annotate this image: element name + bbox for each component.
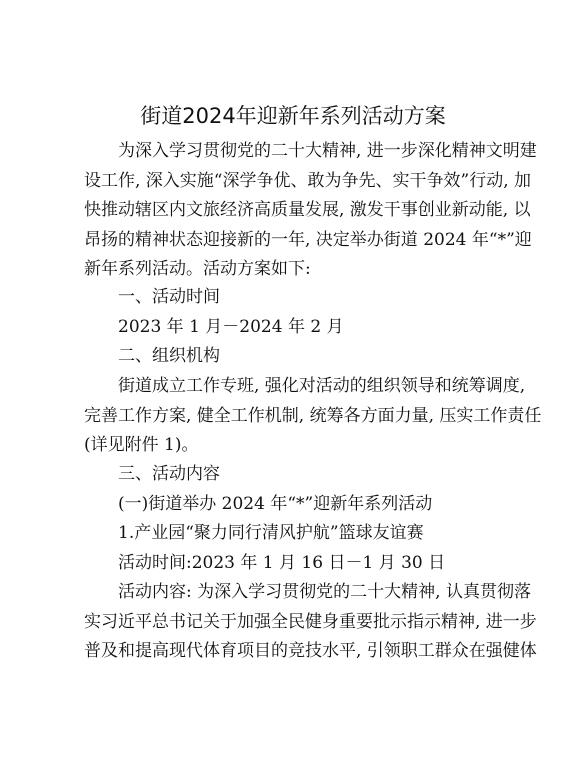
document-title: 街道2024年迎新年系列活动方案	[140, 104, 446, 128]
sub1-heading: (一)街道举办 2024 年“*”迎新年系列活动	[118, 494, 433, 514]
intro-line-3: 快推动辖区内文旅经济高质量发展, 激发干事创业新动能, 以	[84, 200, 531, 220]
section3-heading: 三、活动内容	[118, 464, 220, 484]
section2-line-2: 完善工作方案, 健全工作机制, 统筹各方面力量, 压实工作责任	[84, 406, 542, 426]
section2-heading: 二、组织机构	[118, 346, 220, 366]
item1-content-line-2: 实习近平总书记关于加强全民健身重要批示指示精神, 进一步	[84, 612, 537, 632]
intro-line-4: 昂扬的精神状态迎接新的一年, 决定举办街道 2024 年“*”迎	[84, 230, 532, 250]
item1-content-line-3: 普及和提高现代体育项目的竞技水平, 引领职工群众在强健体	[84, 641, 537, 661]
section1-text: 2023 年 1 月－2024 年 2 月	[118, 317, 344, 337]
section2-line-3: (详见附件 1)。	[84, 435, 199, 455]
intro-line-1: 为深入学习贯彻党的二十大精神, 进一步深化精神文明建	[118, 141, 537, 161]
intro-line-5: 新年系列活动。活动方案如下:	[84, 259, 311, 279]
item1-content-line-1: 活动内容: 为深入学习贯彻党的二十大精神, 认真贯彻落	[118, 582, 531, 602]
section1-heading: 一、活动时间	[118, 287, 220, 307]
item1-time: 活动时间:2023 年 1 月 16 日－1 月 30 日	[118, 553, 446, 573]
intro-line-2: 设工作, 深入实施“深学争优、敢为争先、实干争效”行动, 加	[84, 171, 531, 191]
section2-line-1: 街道成立工作专班, 强化对活动的组织领导和统筹调度,	[118, 376, 526, 396]
item1-title: 1.产业园“聚力同行清风护航”篮球友谊赛	[118, 523, 424, 543]
